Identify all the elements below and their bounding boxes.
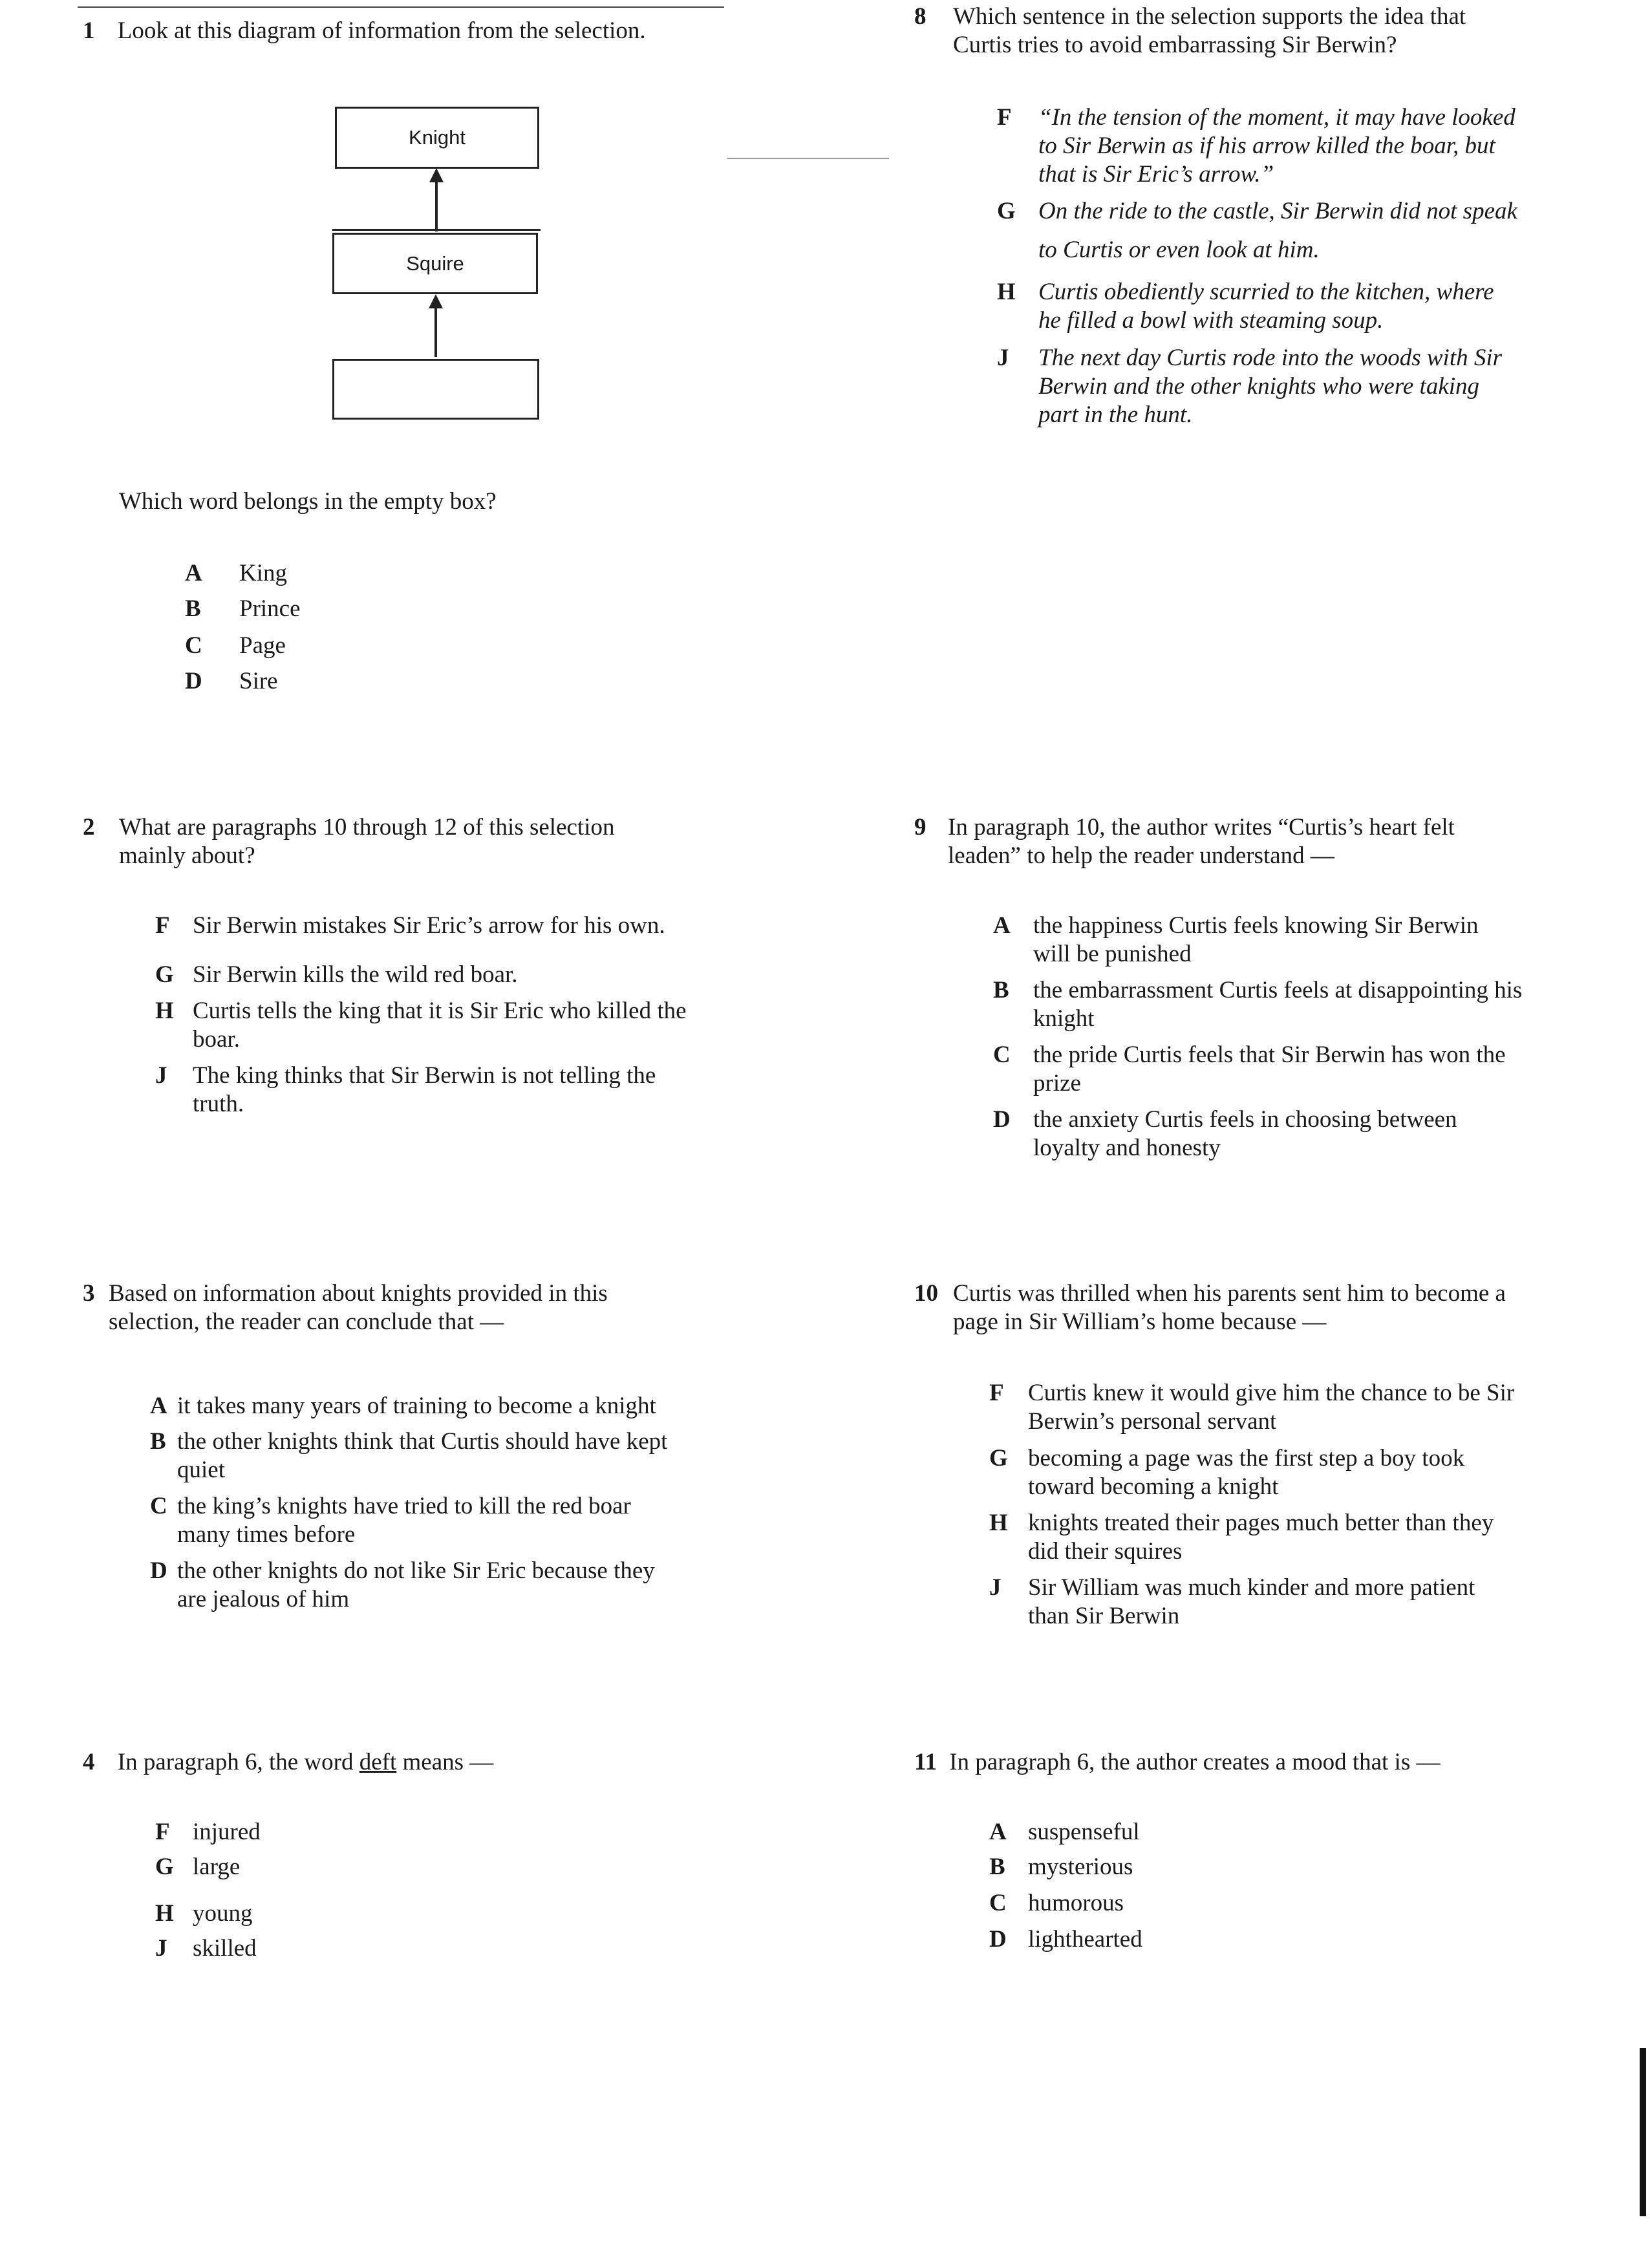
option-text: Curtis knew it would give him the chance to be Sir	[1028, 1380, 1515, 1406]
scan-edge-bar	[1640, 2048, 1646, 2216]
option-letter: F	[155, 912, 170, 939]
option-text: it takes many years of training to become a knight	[177, 1393, 656, 1419]
question-number: 3	[83, 1280, 95, 1307]
option-text: Berwin’s personal servant	[1028, 1408, 1277, 1435]
option-letter: H	[155, 998, 174, 1024]
answer-option[interactable]	[155, 1899, 414, 1928]
option-letter: A	[993, 912, 1011, 939]
option-text: On the ride to the castle, Sir Berwin did not speak	[1038, 198, 1517, 224]
question-text: Look at this diagram of information from the selection.	[117, 17, 646, 44]
option-letter: B	[185, 595, 201, 622]
scan-rule-mid	[727, 158, 889, 159]
option-text: the other knights do not like Sir Eric because they	[177, 1557, 655, 1584]
option-text: are jealous of him	[177, 1586, 350, 1612]
option-letter: G	[155, 961, 174, 988]
question-4-stem	[83, 1748, 493, 1777]
option-letter: J	[997, 345, 1009, 371]
question-text: means —	[396, 1749, 494, 1775]
answer-option[interactable]	[155, 1818, 414, 1846]
scan-rule-top	[78, 6, 724, 8]
option-text: prize	[1033, 1070, 1081, 1097]
option-letter: F	[989, 1380, 1004, 1406]
answer-option[interactable]	[989, 1925, 1312, 1954]
option-letter: A	[150, 1393, 167, 1419]
option-letter: D	[185, 668, 202, 694]
option-letter: H	[155, 1900, 174, 1927]
option-letter: J	[155, 1935, 167, 1962]
answer-option[interactable]	[989, 1853, 1312, 1881]
option-letter: H	[989, 1510, 1008, 1536]
option-text: the other knights think that Curtis should have kept	[177, 1428, 668, 1455]
question-number: 4	[83, 1749, 95, 1775]
arrowhead-icon	[429, 168, 444, 182]
option-text: becoming a page was the first step a boy took	[1028, 1445, 1465, 1471]
option-letter: B	[993, 977, 1009, 1003]
option-text: lighthearted	[1028, 1926, 1142, 1952]
question-text: What are paragraphs 10 through 12 of this selection	[119, 814, 615, 840]
answer-option[interactable]	[989, 1509, 1636, 1566]
diagram-connector-line	[332, 229, 541, 231]
option-letter: C	[185, 632, 202, 659]
option-text: the anxiety Curtis feels in choosing between	[1033, 1106, 1457, 1133]
option-text: quiet	[177, 1457, 225, 1483]
question-text: Which sentence in the selection supports the idea that	[953, 3, 1466, 30]
option-text: Prince	[239, 595, 301, 622]
option-text: the embarrassment Curtis feels at disappointing his	[1033, 977, 1523, 1003]
option-text: he filled a bowl with steaming soup.	[1038, 307, 1384, 334]
question-text: page in Sir William’s home because —	[953, 1309, 1327, 1335]
question-number: 1	[83, 17, 95, 44]
answer-option[interactable]	[993, 976, 1640, 1033]
option-text: will be punished	[1033, 941, 1192, 967]
option-letter: F	[997, 104, 1012, 131]
option-letter: D	[993, 1106, 1011, 1133]
option-text: did their squires	[1028, 1538, 1183, 1565]
answer-option[interactable]	[989, 1574, 1636, 1631]
option-text: young	[193, 1900, 253, 1927]
answer-option[interactable]	[150, 1557, 797, 1614]
option-letter: B	[150, 1428, 166, 1455]
question-text: leaden” to help the reader understand —	[948, 842, 1334, 869]
question-1-stem	[83, 17, 646, 45]
arrowhead-icon	[429, 294, 443, 308]
answer-option[interactable]	[993, 1106, 1640, 1162]
answer-option[interactable]	[150, 1392, 797, 1420]
option-letter: B	[989, 1854, 1005, 1880]
question-11-stem	[914, 1748, 1440, 1777]
option-text: Sir William was much kinder and more patient	[1028, 1574, 1475, 1601]
answer-option[interactable]	[989, 1818, 1312, 1846]
option-text: that is Sir Eric’s arrow.”	[1038, 161, 1274, 187]
option-letter: A	[989, 1819, 1007, 1845]
answer-option[interactable]	[185, 632, 444, 660]
option-text: than Sir Berwin	[1028, 1603, 1180, 1629]
answer-option[interactable]	[155, 997, 769, 1054]
answer-option[interactable]	[989, 1379, 1636, 1436]
option-text: The next day Curtis rode into the woods with Sir	[1038, 345, 1503, 371]
question-text: mainly about?	[119, 842, 255, 869]
answer-option[interactable]	[150, 1492, 797, 1549]
option-text: Sir Berwin mistakes Sir Eric’s arrow for his own.	[193, 912, 665, 939]
option-letter: H	[997, 279, 1016, 305]
option-text: truth.	[193, 1091, 244, 1117]
option-letter: J	[989, 1574, 1002, 1601]
option-text: part in the hunt.	[1038, 401, 1193, 428]
answer-option[interactable]	[150, 1428, 797, 1484]
diagram-box-knight: Knight	[335, 107, 539, 169]
option-letter: C	[993, 1042, 1011, 1068]
answer-option[interactable]	[155, 961, 769, 989]
option-text: toward becoming a knight	[1028, 1473, 1279, 1500]
option-text: to Sir Berwin as if his arrow killed the boar, but	[1038, 133, 1495, 159]
answer-option[interactable]	[993, 1041, 1640, 1098]
question-2-stem	[83, 813, 615, 869]
option-letter: D	[150, 1557, 167, 1584]
answer-option[interactable]	[155, 912, 769, 940]
option-text: to Curtis or even look at him.	[1038, 237, 1320, 263]
option-letter: C	[150, 1493, 167, 1519]
question-text: In paragraph 6, the word	[117, 1749, 359, 1775]
option-text: Curtis tells the king that it is Sir Eric who killed the	[193, 998, 687, 1024]
question-text: Curtis tries to avoid embarrassing Sir Berwin?	[953, 32, 1397, 58]
option-text: Berwin and the other knights who were taking	[1038, 373, 1480, 400]
answer-option[interactable]	[185, 667, 444, 696]
question-number: 10	[914, 1280, 938, 1307]
vocabulary-word: deft	[359, 1749, 397, 1775]
question-text: In paragraph 10, the author writes “Curtis’s heart felt	[948, 814, 1455, 840]
option-text: large	[193, 1854, 241, 1880]
option-text: humorous	[1028, 1890, 1124, 1916]
question-text: selection, the reader can conclude that —	[109, 1309, 504, 1335]
option-text: injured	[193, 1819, 261, 1845]
question-1-prompt: Which word belongs in the empty box?	[119, 488, 497, 515]
question-text: In paragraph 6, the author creates a mood that is —	[949, 1749, 1441, 1775]
answer-option[interactable]	[997, 103, 1631, 189]
answer-option[interactable]	[997, 197, 1631, 275]
question-number: 9	[914, 814, 927, 840]
question-number: 11	[914, 1749, 937, 1775]
diagram-box-empty	[332, 359, 539, 420]
answer-option[interactable]	[997, 344, 1631, 429]
diagram-box-squire: Squire	[332, 233, 538, 294]
option-text: Page	[239, 632, 286, 659]
option-text: many times before	[177, 1521, 356, 1548]
option-text: Curtis obediently scurried to the kitchen, where	[1038, 279, 1494, 305]
option-text: suspenseful	[1028, 1819, 1140, 1845]
option-text: boar.	[193, 1026, 240, 1053]
option-letter: C	[989, 1890, 1007, 1916]
answer-option[interactable]	[993, 912, 1640, 968]
answer-option[interactable]	[185, 595, 444, 623]
answer-option[interactable]	[155, 1934, 414, 1963]
option-text: the pride Curtis feels that Sir Berwin has won the	[1033, 1042, 1506, 1068]
option-text: skilled	[193, 1935, 257, 1962]
option-letter: J	[155, 1062, 167, 1089]
answer-option[interactable]	[997, 278, 1631, 335]
question-10-stem	[914, 1279, 1506, 1335]
question-8-stem	[914, 3, 1466, 58]
option-text: Sire	[239, 668, 278, 694]
option-text: loyalty and honesty	[1033, 1135, 1221, 1161]
question-3-stem	[83, 1279, 608, 1335]
answer-option[interactable]	[155, 1853, 414, 1881]
option-text: knights treated their pages much better than they	[1028, 1510, 1494, 1536]
question-text: Curtis was thrilled when his parents sent him to become a	[953, 1280, 1506, 1307]
option-text: mysterious	[1028, 1854, 1133, 1880]
option-text: the happiness Curtis feels knowing Sir Berwin	[1033, 912, 1479, 939]
answer-option[interactable]	[989, 1889, 1312, 1918]
option-letter: G	[997, 198, 1016, 224]
option-text: the king’s knights have tried to kill the red boar	[177, 1493, 631, 1519]
option-text: King	[239, 560, 287, 586]
option-letter: G	[989, 1445, 1008, 1471]
option-letter: A	[185, 560, 202, 586]
question-9-stem	[914, 813, 1455, 869]
option-text: knight	[1033, 1005, 1095, 1032]
answer-option[interactable]	[185, 559, 444, 588]
question-text: Based on information about knights provided in this	[109, 1280, 608, 1307]
option-letter: G	[155, 1854, 174, 1880]
option-text: Sir Berwin kills the wild red boar.	[193, 961, 518, 988]
answer-option[interactable]	[155, 1062, 769, 1118]
option-letter: F	[155, 1819, 170, 1845]
question-number: 8	[914, 3, 927, 30]
option-letter: D	[989, 1926, 1007, 1952]
answer-option[interactable]	[989, 1444, 1636, 1501]
question-number: 2	[83, 814, 95, 840]
option-text: The king thinks that Sir Berwin is not telling the	[193, 1062, 656, 1089]
option-text: “In the tension of the moment, it may have looked	[1038, 104, 1516, 131]
